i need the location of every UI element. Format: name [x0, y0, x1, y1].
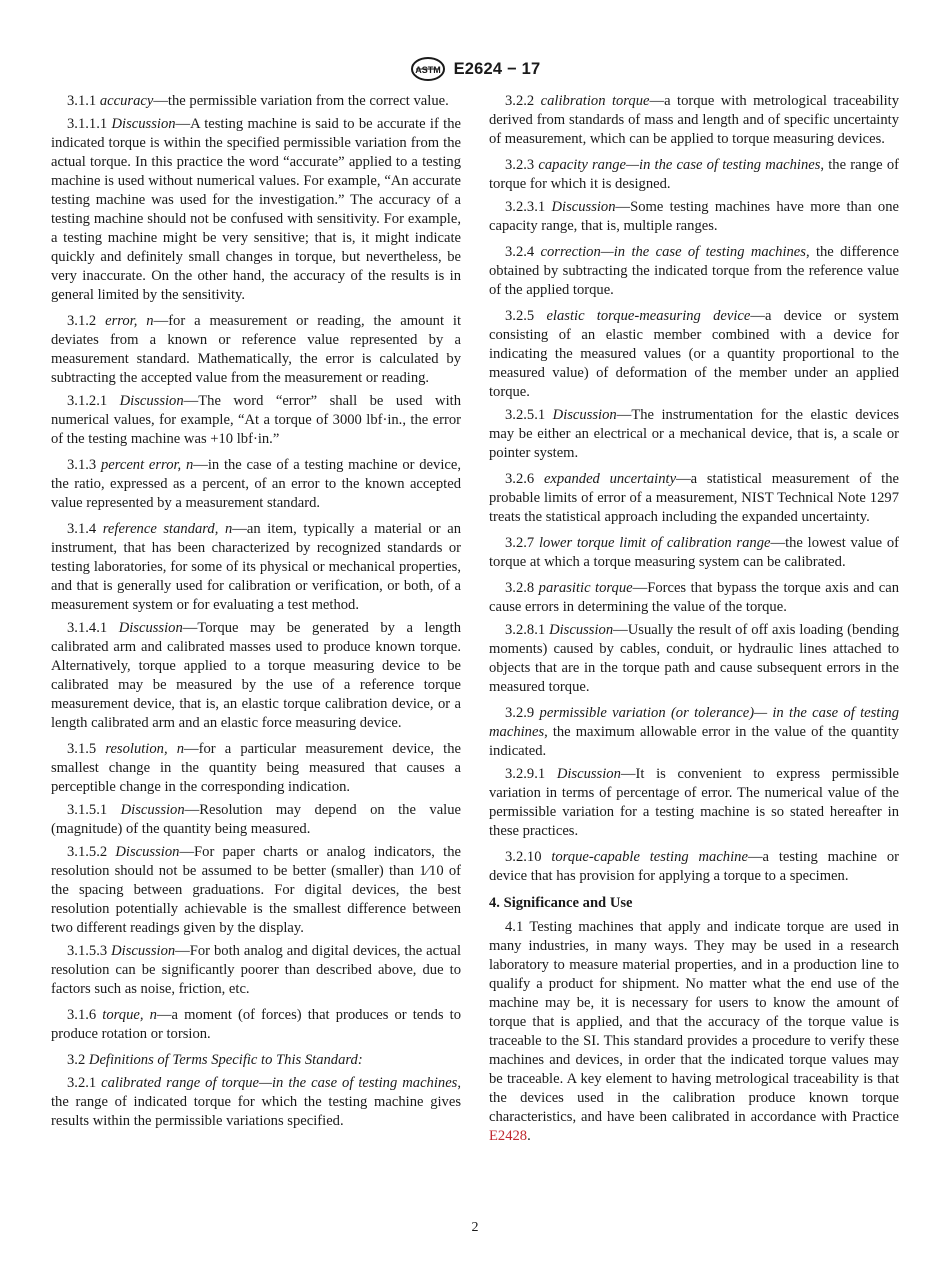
paragraph-4-1: 4.1 Testing machines that apply and indicate torque are used in many industries, in many ways. They may be used in a research laboratory to measure material properties, and in a production line to qualify a product for shipment. No matter what the end use of the machine may be, it is necessary for users to know the amount of torque that is applied, and that the accuracy of the torque value is traceable to the SI. This standard provides a procedure to verify these machines and devices, in order that the indicated torque values may be traceable. A key element to having metrological traceability is that the devices used in the calibration produce known torque characteristics, and have been calibrated in accordance with Practice E2428.	[489, 919, 899, 1144]
section-4-heading: 4. Significance and Use	[489, 895, 633, 911]
definition-3-2-7: 3.2.7 lower torque limit of calibration range—the lowest value of torque at which a torque measuring system can be calibrated.	[489, 535, 900, 570]
discussion-3-1-5-3: 3.1.5.3 Discussion—For both analog and digital devices, the actual resolution can be significantly poorer than described above, due to factors such as noise, friction, etc.	[51, 943, 462, 997]
definition-3-1-5: 3.1.5 resolution, n—for a particular measurement device, the smallest change in the quantity being measured that causes a perceptible change in the corresponding indication.	[51, 741, 461, 795]
definition-3-2-4: 3.2.4 correction—in the case of testing machines, the difference obtained by subtracting the indicated torque from the reference value of the applied torque.	[489, 244, 899, 298]
definition-3-1-4: 3.1.4 reference standard, n—an item, typically a material or an instrument, that has been characterized by recognized standards or testing laboratories, for some of its physical or mechanical properties, and that is generally used for calibration or verification, or both, of a measurement system or for evaluating a test method.	[51, 521, 461, 613]
definition-3-2-9: 3.2.9 permissible variation (or tolerance)— in the case of testing machines, the maximum allowable error in the value of the quantity indicated.	[489, 705, 899, 759]
left-column	[51, 92, 461, 1135]
discussion-3-1-5-1: 3.1.5.1 Discussion—Resolution may depend on the value (magnitude) of the quantity being measured.	[51, 802, 461, 837]
definition-3-1-1: 3.1.1 accuracy—the permissible variation from the correct value.	[67, 93, 449, 109]
page-number: 2	[471, 1220, 479, 1235]
right-column	[489, 92, 899, 1150]
section-3-2-heading: 3.2 Definitions of Terms Specific to This Standard:	[67, 1052, 363, 1068]
definition-3-1-2: 3.1.2 error, n—for a measurement or reading, the amount it deviates from a known or reference value represented by a measurement standard. Mathematically, the error is calculated by subtracting the accepted value from the measurement or reading.	[51, 313, 461, 386]
astm-logo	[410, 56, 446, 82]
xref-e2428-link[interactable]: E2428	[489, 1128, 528, 1144]
discussion-3-2-3-1: 3.2.3.1 Discussion—Some testing machines have more than one capacity range, that is, multiple ranges.	[489, 199, 900, 234]
logo-text: ASTM	[414, 65, 441, 75]
definition-3-2-6: 3.2.6 expanded uncertainty—a statistical measurement of the probable limits of error of a measurement, NIST Technical Note 1297 treats the statistical approach including the expanded uncertainty.	[489, 471, 899, 525]
page-header	[0, 56, 950, 82]
definition-3-1-3: 3.1.3 percent error, n—in the case of a testing machine or device, the ratio, expressed as a percent, of an error to the known accepted value represented by a measurement standard.	[51, 457, 461, 511]
document-designation: E2624 − 17	[453, 59, 541, 78]
definition-3-2-3: 3.2.3 capacity range—in the case of testing machines, the range of torque for which it is designed.	[489, 157, 899, 192]
discussion-3-2-5-1: 3.2.5.1 Discussion—The instrumentation for the elastic devices may be either an electrical or a mechanical device, that is, a scale or pointer system.	[489, 407, 899, 461]
definition-3-2-1: 3.2.1 calibrated range of torque—in the case of testing machines, the range of indicated torque for which the testing machine gives results within the permissible variations specified.	[51, 1075, 462, 1129]
definition-3-2-10: 3.2.10 torque-capable testing machine—a testing machine or device that has provision for applying a torque to a specimen.	[489, 849, 899, 884]
definition-3-2-5: 3.2.5 elastic torque-measuring device—a device or system consisting of an elastic member combined with a device for indicating the measured values (or a quantity proportional to the measured value) of deformation of the member under an applied torque.	[489, 308, 899, 400]
definition-3-2-8: 3.2.8 parasitic torque—Forces that bypass the torque axis and can cause errors in determining the value of the torque.	[489, 580, 899, 615]
discussion-3-1-2-1: 3.1.2.1 Discussion—The word “error” shall be used with numerical values, for example, “At a torque of 3000 lbf·in., the error of the testing machine was +10 lbf·in.”	[51, 393, 461, 447]
discussion-3-1-1-1: 3.1.1.1 Discussion—A testing machine is said to be accurate if the indicated torque is within the specified permissible variation from the actual torque. In this practice the word “accurate” applied to a testing machine is used without numerical values. For example, “An accurate testing machine was used for the investigation.” The accuracy of a testing machine should not be confused with sensitivity. For example, a testing machine might be very sensitive; that is, it might indicate quickly and definitely small changes in torque, but nevertheless, be very inaccurate. On the other hand, the accuracy of the results is in general limited by the sensitivity.	[51, 116, 461, 303]
discussion-3-2-8-1: 3.2.8.1 Discussion—Usually the result of off axis loading (bending moments) caused by cables, conduit, or hydraulic lines attached to objects that are in the torque path and cause subsequent errors in the measured torque.	[489, 622, 899, 695]
definition-3-1-6: 3.1.6 torque, n—a moment (of forces) that produces or tends to produce rotation or torsion.	[51, 1007, 461, 1042]
definition-3-2-2: 3.2.2 calibration torque—a torque with metrological traceability derived from standards of mass and length and of specific uncertainty of measurement, which can be applied to torque measuring devices.	[489, 93, 899, 147]
discussion-3-1-4-1: 3.1.4.1 Discussion—Torque may be generated by a length calibrated arm and calibrated masses used to produce known torque. Alternatively, torque applied to a torque measuring device to be calibrated may be measured by the use of a reference torque measurement device, that is, an elastic torque calibration device, or a length calibrated arm and an elastic force measuring device.	[51, 620, 461, 731]
discussion-3-2-9-1: 3.2.9.1 Discussion—It is convenient to express permissible variation in terms of percentage of error. The numerical value of the permissible variation for a testing machine is so stated hereafter in these practices.	[489, 766, 899, 839]
discussion-3-1-5-2: 3.1.5.2 Discussion—For paper charts or analog indicators, the resolution should not be assumed to be better (smaller) than 1⁄10 of the spacing between graduations. For digital devices, the best resolution potentially achievable is the smallest difference between two different readings given by the display.	[51, 844, 461, 936]
